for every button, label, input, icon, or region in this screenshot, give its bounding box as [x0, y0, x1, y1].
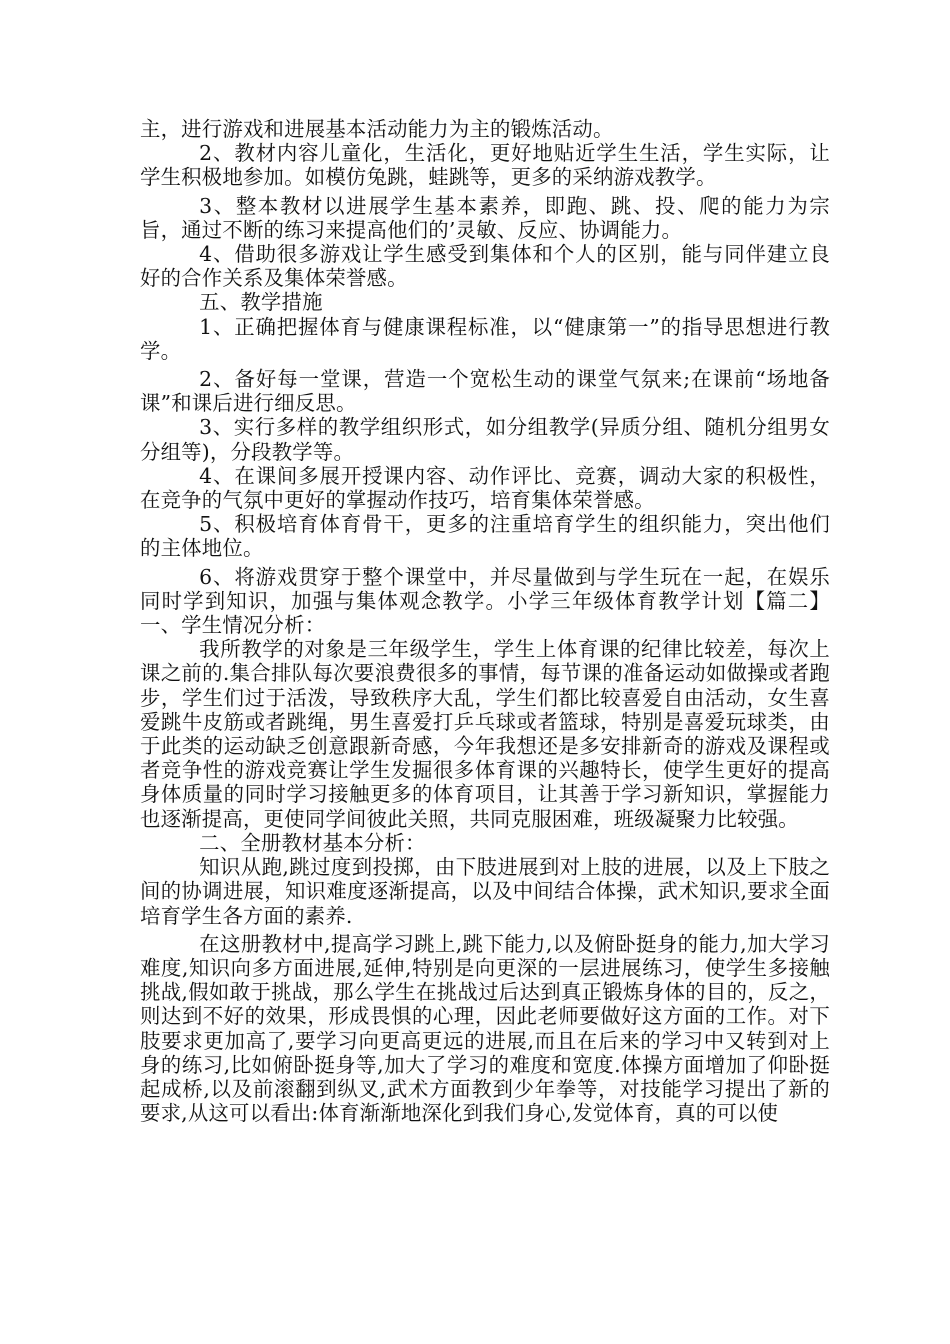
paragraph-student-analysis: 我所教学的对象是三年级学生，学生上体育课的纪律比较差，每次上课之前的.集合排队每次要浪费很多的事情，每节课的准备运动如做操或者跑步，学生们过于活泼，导致秩序大乱，学生们都比较喜爱自由活动，女生喜爱跳牛皮筋或者跳绳，男生喜爱打乒乓球或者篮球，特别是喜爱玩球类，由于此类的运动缺乏创意跟新奇感，今年我想还是多安排新奇的游戏及课程或者竞争性的游戏竞赛让学生发掘很多体育课的兴趣特长，使学生更好的提高身体质量的同时学习接触更多的体育项目，让其善于学习新知识，掌握能力也逐渐提高，更使同学间彼此关照，共同克服困难，班级凝聚力比较强。 [140, 637, 830, 831]
paragraph-materials-1: 知识从跑,跳过度到投掷，由下肢进展到对上肢的进展，以及上下肢之间的协调进展，知识难度逐渐提高，以及中间结合体操，武术知识,要求全面培育学生各方面的素养. [140, 855, 830, 928]
paragraph-measure-3: 3、实行多样的教学组织形式，如分组教学(异质分组、随机分组男女分组等)，分段教学等。 [140, 415, 830, 464]
paragraph-continuation: 主，进行游戏和进展基本活动能力为主的锻炼活动。 [140, 117, 614, 141]
paragraph-measure-2: 2、备好每一堂课，营造一个宽松生动的课堂气氛来;在课前“场地备课”和课后进行细反思。 [140, 367, 830, 416]
paragraph-measure-5: 5、积极培育体育骨干，更多的注重培育学生的组织能力，突出他们的主体地位。 [140, 512, 830, 561]
paragraph-item-4: 4、借助很多游戏让学生感受到集体和个人的区别，能与同伴建立良好的合作关系及集体荣誉感。 [140, 242, 830, 291]
section-heading-measures: 五、教学措施 [199, 290, 323, 315]
paragraph-measure-6: 6、将游戏贯穿于整个课堂中，并尽量做到与学生玩在一起，在娱乐同时学到知识，加强与集体观念教学。小学三年级体育教学计划【篇二】一、学生情况分析： [140, 564, 830, 638]
paragraph-measure-1: 1、正确把握体育与健康课程标准，以“健康第一”的指导思想进行教学。 [140, 314, 830, 363]
paragraph-measure-4: 4、在课间多展开授课内容、动作评比、竞赛，调动大家的积极性，在竞争的气氛中更好的掌握动作技巧，培育集体荣誉感。 [140, 463, 830, 513]
paragraph-materials-2: 在这册教材中,提高学习跳上,跳下能力,以及俯卧挺身的能力,加大学习难度,知识向多方面进展,延伸,特别是向更深的一层进展练习，使学生多接触挑战,假如敢于挑战，那么学生在挑战过后达到真正锻炼身体的目的，反之，则达到不好的效果，形成畏惧的心理，因此老师要做好这方面的工作。对下肢要求更加高了,要学习向更高更远的进展,而且在后来的学习中又转到对上身的练习,比如俯卧挺身等,加大了学习的难度和宽度.体操方面增加了仰卧挺起成桥,以及前滚翻到纵叉,武术方面教到少年拳等，对技能学习提出了新的要求,从这可以看出:体育渐渐地深化到我们身心,发觉体育，真的可以使 [140, 931, 830, 1126]
section-heading-materials: 二、全册教材基本分析： [199, 830, 426, 855]
paragraph-item-3: 3、整本教材以进展学生基本素养，即跑、跳、投、爬的能力为宗旨，通过不断的练习来提高他们的’灵敏、反应、协调能力。 [140, 193, 830, 242]
document-page [140, 117, 830, 1125]
paragraph-item-2: 2、教材内容儿童化，生活化，更好地贴近学生生活，学生实际，让学生积极地参加。如模仿兔跳，蛙跳等，更多的采纳游戏教学。 [140, 141, 830, 190]
